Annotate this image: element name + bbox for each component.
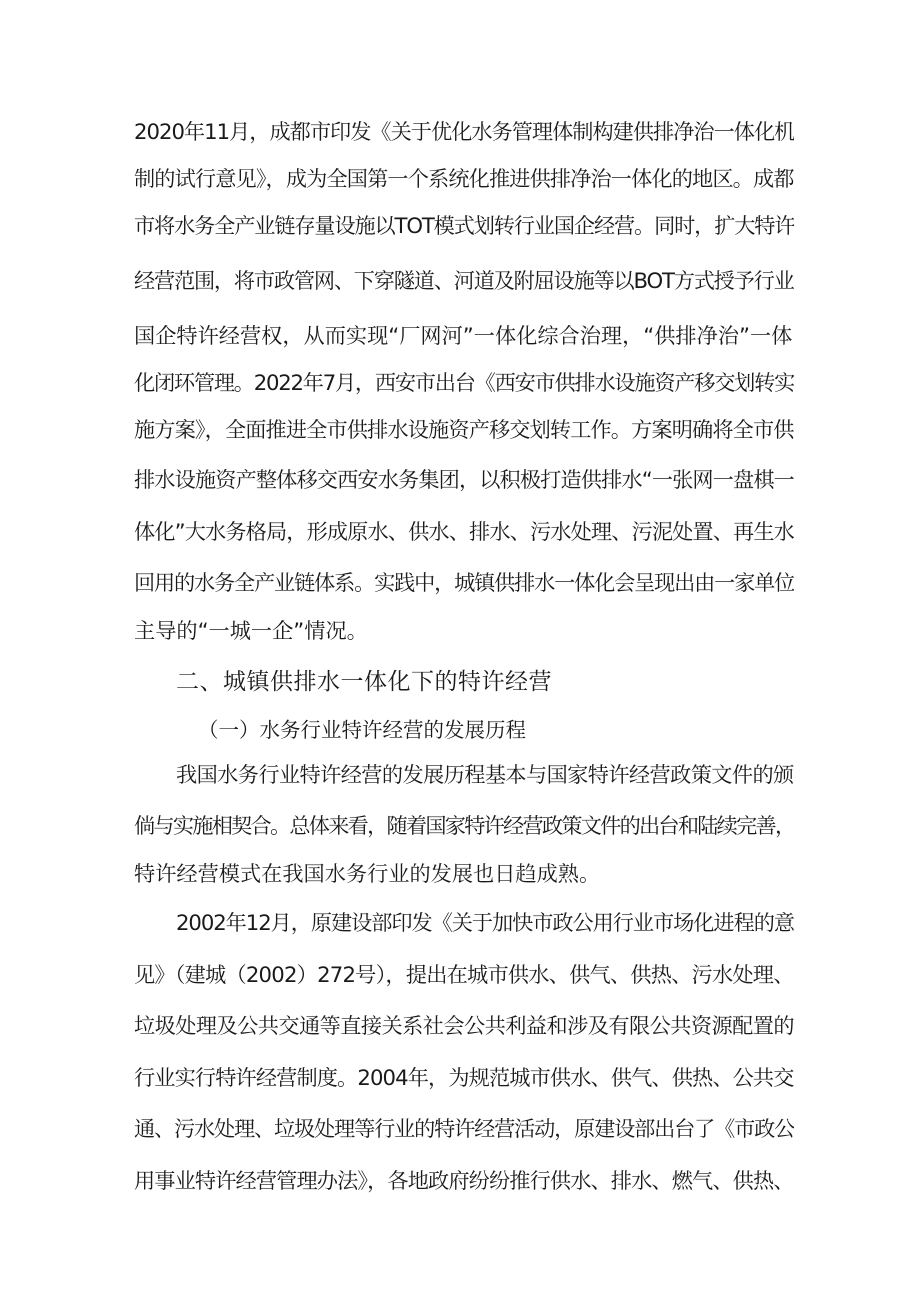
text-line: 2002年12月，原建设部印发《关于加快市政公用行业市场化进程的意 bbox=[176, 910, 794, 935]
text-line: 市将水务全产业链存量设施以TOT模式划转行业国企经营。同时，扩大特许 bbox=[134, 213, 794, 238]
text-line: 见》（建城（2002）272号），提出在城市供水、供气、供热、污水处理、 bbox=[134, 962, 794, 987]
text-line: 回用的水务全产业链体系。实践中，城镇供排水一体化会呈现出由一家单位 bbox=[134, 570, 794, 595]
text-line: 国企特许经营权，从而实现“厂网河”一体化综合治理，“供排净治”一体 bbox=[134, 323, 793, 348]
subsection-heading: （一）水务行业特许经营的发展历程 bbox=[198, 718, 526, 742]
text-line: 主导的“一城一企”情况。 bbox=[134, 618, 368, 643]
text-line: 我国水务行业特许经营的发展历程基本与国家特许经营政策文件的颁 bbox=[176, 762, 794, 787]
text-line: 特许经营模式在我国水务行业的发展也日趋成熟。 bbox=[134, 861, 601, 886]
text-line: 用事业特许经营管理办法》，各地政府纷纷推行供水、排水、燃气、供热、 bbox=[134, 1168, 794, 1193]
text-line: 体化”大水务格局，形成原水、供水、排水、污水处理、污泥处置、再生水 bbox=[134, 519, 794, 544]
text-line: 垃圾处理及公共交通等直接关系社会公共利益和涉及有限公共资源配置的 bbox=[134, 1013, 794, 1038]
text-line: 2020年11月，成都市印发《关于优化水务管理体制构建供排净治一体化机 bbox=[134, 119, 794, 144]
text-line: 倘与实施相契合。总体来看，随着国家特许经营政策文件的出台和陆续完善， bbox=[134, 813, 794, 838]
text-line: 通、污水处理、垃圾处理等行业的特许经营活动，原建设部出台了《市政公 bbox=[134, 1116, 794, 1141]
text-line: 经营范围，将市政管网、下穿隧道、河道及附屈设施等以BOT方式授予行业 bbox=[134, 268, 794, 293]
text-line: 行业实行特许经营制度。2004年，为规范城市供水、供气、供热、公共交 bbox=[134, 1065, 794, 1090]
text-line: 化闭环管理。2022年7月，西安市出台《西安市供排水设施资产移交划转实 bbox=[134, 370, 794, 395]
section-heading: 二、城镇供排水一体化下的特许经营 bbox=[176, 669, 552, 695]
text-line: 施方案》，全面推进全市供排水设施资产移交划转工作。方案明确将全市供 bbox=[134, 417, 794, 442]
text-line: 制的试行意见》，成为全国第一个系统化推进供排净治一体化的地区。成都 bbox=[134, 166, 794, 191]
text-line: 排水设施资产整体移交西安水务集团，以积极打造供排水“一张网一盘棋一 bbox=[134, 467, 794, 492]
